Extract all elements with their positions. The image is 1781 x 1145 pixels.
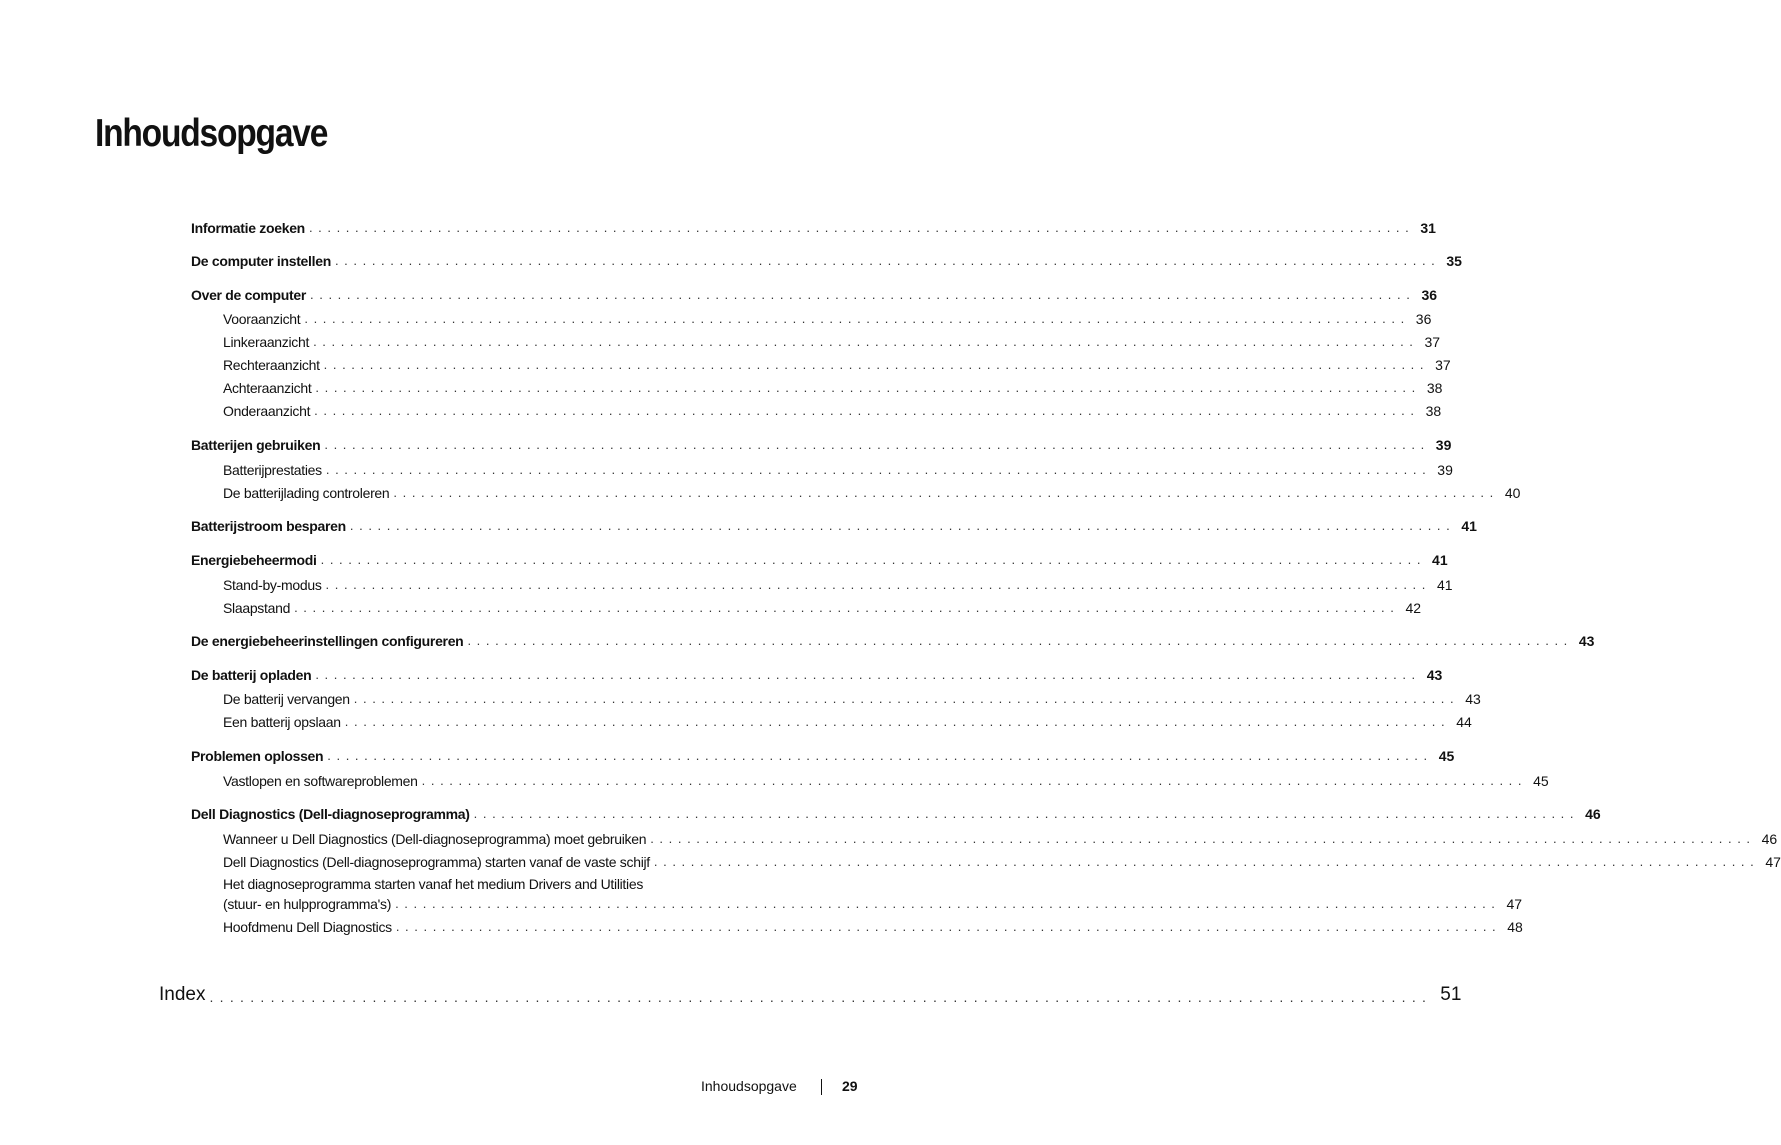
dot-leader: ........................................................................................................................ [353,691,1460,706]
toc-entry-page: 36 [1415,311,1432,327]
page-footer [0,1078,954,1098]
toc-entry-page: 42 [1405,600,1422,616]
toc-entry-label: Onderaanzicht [223,403,311,419]
toc-entry-label: Energiebeheermodi [191,552,317,568]
toc-subentry[interactable] [223,399,1442,419]
page-title: Inhoudsopgave [95,112,328,155]
toc-entry-label: Slaapstand [223,600,291,616]
toc-entry[interactable] [191,433,1452,453]
dot-leader: ........................................................................................................................ [315,380,1421,395]
toc-entry-page: 37 [1424,334,1441,350]
toc-entry-label: De batterij vervangen [223,691,350,707]
toc-entry-page: 41 [1436,577,1453,593]
toc-entry[interactable] [191,744,1455,764]
toc-subentry[interactable] [223,458,1453,478]
dot-leader: ........................................................................................................................ [473,806,1580,821]
toc-entry-page: 43 [1465,691,1481,707]
dot-leader: ........................................................................................................................ [209,989,1433,1005]
toc-entry[interactable] [191,249,1462,269]
toc-entry-page: 35 [1446,253,1462,269]
dot-leader: ........................................................................................................................ [310,287,1416,302]
dot-leader: ........................................................................................................................ [325,577,1431,592]
toc-entry-label: De energiebeheerinstellingen configureren [191,633,464,649]
toc-entry-label: Batterijstroom besparen [191,518,346,534]
toc-entry[interactable] [191,548,1448,568]
toc-entry-label: Linkeraanzicht [223,334,310,350]
toc-entry-label: De computer instellen [191,253,331,269]
toc-entry-page: 37 [1435,357,1451,373]
toc-entry-label: Vooraanzicht [223,311,301,327]
toc-entry[interactable] [191,663,1443,683]
toc-entry-page: 36 [1421,287,1438,303]
toc-entry-page: 45 [1438,748,1455,764]
toc-entry[interactable] [191,802,1601,822]
toc-entry-page: 43 [1578,633,1595,649]
toc-entry-page: 48 [1507,919,1523,935]
dot-leader: ........................................................................................................................ [323,357,1430,372]
toc-subentry[interactable] [223,353,1451,373]
index-page: 51 [1440,984,1462,1005]
dot-leader: ........................................................................................................................ [314,403,1420,418]
toc-subentry[interactable] [223,481,1521,501]
toc-subentry[interactable] [223,915,1523,935]
toc-subentry[interactable] [223,892,1523,912]
toc-entry-label: Informatie zoeken [191,220,305,236]
toc-entry-page: 46 [1761,831,1778,847]
toc-entry-page: 41 [1461,518,1477,534]
dot-leader: ........................................................................................................................ [653,854,1760,869]
dot-leader: ........................................................................................................................ [308,220,1415,235]
toc-entry-label: Rechteraanzicht [223,357,320,373]
toc-entry-page: 40 [1504,485,1521,501]
footer-title: Inhoudsopgave [701,1078,797,1094]
toc-entry-page: 31 [1420,220,1436,236]
toc-entry-page: 38 [1425,403,1442,419]
index-label: Index [159,984,206,1005]
dot-leader: ........................................................................................................................ [395,919,1502,934]
toc-entry-label: Dell Diagnostics (Dell-diagnoseprogramma) starten vanaf de vaste schijf [223,854,650,870]
dot-leader: ........................................................................................................................ [393,485,1499,500]
dot-leader: ........................................................................................................................ [313,334,1419,349]
toc-entry-label: Over de computer [191,287,307,303]
toc-entry-label: Stand-by-modus [223,577,322,593]
toc-entry[interactable] [191,283,1438,303]
toc-entry-page: 38 [1426,380,1443,396]
dot-leader: ........................................................................................................................ [294,600,1400,615]
toc-entry-page: 47 [1506,896,1523,912]
toc-entry-label: Vastlopen en softwareproblemen [223,773,418,789]
toc-entry-page: 43 [1426,667,1443,683]
toc-entry-label: De batterijlading controleren [223,485,390,501]
toc-entry-label: Hoofdmenu Dell Diagnostics [223,919,392,935]
dot-leader: ........................................................................................................................ [324,437,1430,452]
dot-leader: ........................................................................................................................ [421,773,1528,788]
dot-leader: ........................................................................................................................ [325,462,1432,477]
toc-entry-label: Batterijen gebruiken [191,437,321,453]
footer-separator [821,1079,822,1095]
toc-entry-page: 39 [1435,437,1452,453]
toc-subentry[interactable] [223,769,1549,789]
toc-subentry[interactable] [223,573,1453,593]
toc-entry-label: Dell Diagnostics (Dell-diagnoseprogramma) [191,806,470,822]
dot-leader: ........................................................................................................................ [320,552,1427,567]
toc-entry-label: Achteraanzicht [223,380,312,396]
toc-subentry[interactable] [223,330,1441,350]
dot-leader: ........................................................................................................................ [395,896,1501,911]
toc-entry-page: 39 [1437,462,1453,478]
dot-leader: ........................................................................................................................ [334,253,1441,268]
toc-subentry[interactable] [223,376,1443,396]
toc-entry-page: 41 [1432,552,1448,568]
toc-subentry[interactable] [223,596,1422,616]
toc-entry-label: Problemen oplossen [191,748,324,764]
toc-entry-label: De batterij opladen [191,667,312,683]
dot-leader: ........................................................................................................................ [467,633,1573,648]
toc-entry-label: Wanneer u Dell Diagnostics (Dell-diagnoseprogramma) moet gebruiken [223,831,647,847]
toc-entry-page: 45 [1533,773,1549,789]
toc-subentry[interactable] [223,827,1778,847]
toc-subentry[interactable] [223,687,1481,707]
toc-index-entry[interactable] [159,980,1462,1006]
toc-entry-label: Batterijprestaties [223,462,322,478]
toc-subentry[interactable] [223,710,1472,730]
toc-entry-page: 47 [1765,854,1781,870]
toc-entry-label: (stuur- en hulpprogramma's) [223,896,392,912]
dot-leader: ........................................................................................................................ [344,714,1451,729]
toc-entry-page: 44 [1456,714,1472,730]
toc-entry[interactable] [191,514,1477,534]
toc-subentry[interactable] [223,307,1432,327]
toc-subentry[interactable] [223,850,1781,870]
toc-subentry-line1[interactable]: Het diagnoseprogramma starten vanaf het medium Drivers and Utilities [223,876,644,892]
dot-leader: ........................................................................................................................ [304,311,1410,326]
toc-entry-page: 46 [1585,806,1601,822]
toc-entry[interactable] [191,216,1436,236]
dot-leader: ........................................................................................................................ [349,518,1456,533]
footer-page-number: 29 [842,1078,858,1094]
toc-entry-label: Een batterij opslaan [223,714,341,730]
toc-entry[interactable] [191,629,1595,649]
dot-leader: ........................................................................................................................ [315,667,1421,682]
dot-leader: ........................................................................................................................ [327,748,1433,763]
dot-leader: ........................................................................................................................ [650,831,1756,846]
